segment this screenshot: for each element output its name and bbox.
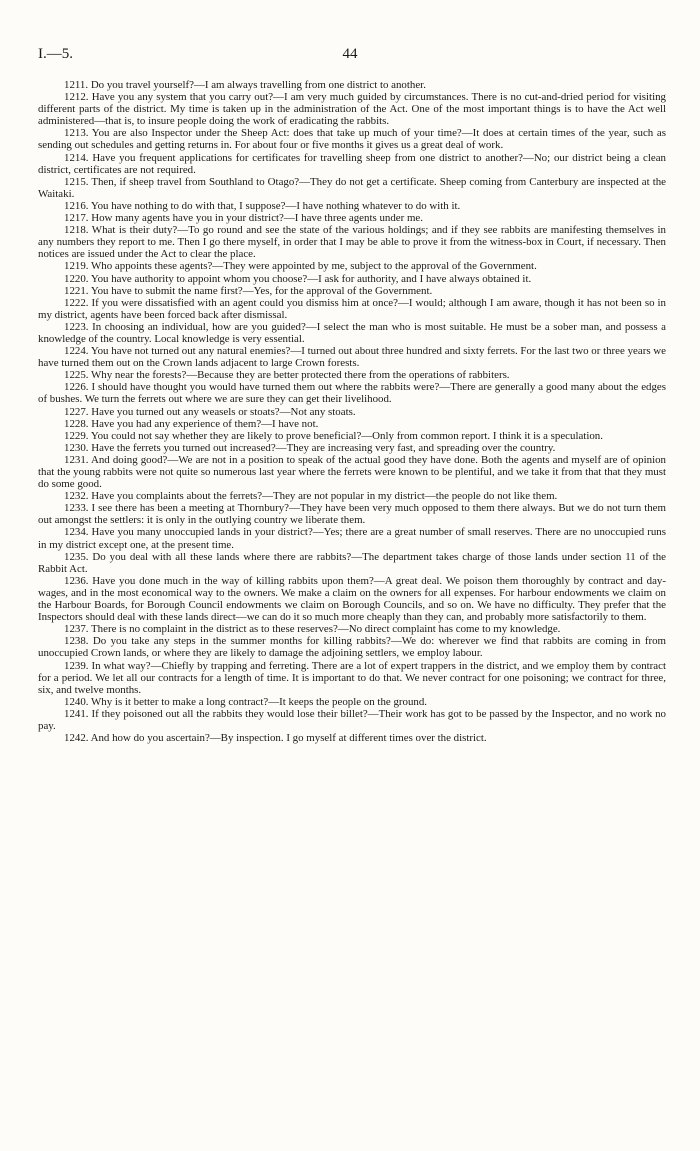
document-reference: I.—5. [38, 46, 73, 62]
qa-paragraph: 1211. Do you travel yourself?—I am always travelling from one district to another. [64, 79, 426, 91]
qa-paragraph: 1235. Do you deal with all these lands where there are rabbits?—The department takes charge of those lands under section 11 of the Rabbit Act. [38, 550, 666, 575]
qa-paragraph: 1237. There is no complaint in the district as to these reserves?—No direct complaint has come to my knowledge. [64, 623, 561, 636]
qa-paragraph: 1213. You are also Inspector under the Sheep Act: does that take up much of your time?—It does at certain times of the year, such as sending out schedules and getting returns in. For about four or five months it gives us a great deal of work. [38, 127, 666, 152]
qa-paragraph: 1224. You have not turned out any natural enemies?—I turned out about three hundred and sixty ferrets. For the last two or three years we have turned them out on the Crown lands adjacent to large Crown forests. [38, 345, 666, 370]
qa-paragraph: 1229. You could not say whether they are likely to prove beneficial?—Only from common report. I think it is a speculation. [64, 429, 603, 442]
qa-paragraph: 1223. In choosing an individual, how are you guided?—I select the man who is most suitable. He must be a sober man, and possess a knowledge of the country. Local knowledge is very essential. [38, 320, 666, 345]
qa-paragraph: 1217. How many agents have you in your district?—I have three agents under me. [64, 212, 423, 225]
document-body [38, 79, 666, 744]
qa-paragraph: 1225. Why near the forests?—Because they are better protected there from the operations of rabbiters. [64, 369, 510, 382]
qa-paragraph: 1241. If they poisoned out all the rabbits they would lose their billet?—Their work has got to be passed by the Inspector, and no work no pay. [38, 707, 666, 732]
qa-paragraph: 1233. I see there has been a meeting at Thornbury?—They have been very much opposed to them there always. But we do not turn them out amongst the settlers: it is only in the outlying country we liberate them. [38, 502, 666, 527]
qa-paragraph: 1219. Who appoints these agents?—They were appointed by me, subject to the approval of the Government. [64, 260, 537, 273]
qa-paragraph: 1215. Then, if sheep travel from Southland to Otago?—They do not get a certificate. Sheep coming from Canterbury are inspected at the Waitaki. [38, 175, 666, 200]
page-number: 44 [342, 46, 358, 62]
qa-paragraph: 1221. You have to submit the name first?—Yes, for the approval of the Government. [64, 284, 433, 297]
qa-paragraph: 1222. If you were dissatisfied with an agent could you dismiss him at once?—I would; although I am aware, though it has not been so in my district, agents have been forced back after dismissal. [38, 296, 666, 321]
qa-paragraph: 1236. Have you done much in the way of killing rabbits upon them?—A great deal. We poison them thoroughly by contract and day-wages, and in the most economical way to the owners. We make a claim on the owners for all expenses. For harbour endowments we claim on the Harbour Boards, for Borough Council endowments we claim on Borough Councils, and so on. We have no difficulty. They prefer that the Inspectors should deal with these lands direct—we can do it so much more cheaply than they can, and probably more satisfactorily to them. [38, 574, 666, 624]
qa-paragraph: 1234. Have you many unoccupied lands in your district?—Yes; there are a great number of small reserves. There are no unoccupied runs in my district except one, at the present time. [38, 526, 666, 551]
qa-paragraph: 1214. Have you frequent applications for certificates for travelling sheep from one district to another?—No; our district being a clean district, certificates are not required. [38, 151, 666, 176]
qa-paragraph: 1239. In what way?—Chiefly by trapping and ferreting. There are a lot of expert trappers in the district, and we employ them by contract for a period. We let all our contracts for a length of time. It is important to do that. We never contract for one poisoning; we contract for three, six, and twelve months. [38, 659, 666, 696]
qa-paragraph: 1230. Have the ferrets you turned out increased?—They are increasing very fast, and spreading over the country. [64, 441, 556, 454]
qa-paragraph: 1227. Have you turned out any weasels or stoats?—Not any stoats. [64, 405, 356, 418]
qa-paragraph: 1226. I should have thought you would have turned them out where the rabbits were?—There are generally a good many about the edges of bushes. We turn the ferrets out where we are sure they can get their livelihood. [38, 381, 666, 406]
qa-paragraph: 1212. Have you any system that you carry out?—I am very much guided by circumstances. There is no cut-and-dried period for visiting different parts of the district. My time is taken up in the administration of the Act. One of the most important things is to have the Act well administered—that is, to insure people doing the work of eradicating the rabbits. [38, 91, 666, 128]
qa-paragraph: 1240. Why is it better to make a long contract?—It keeps the people on the ground. [64, 695, 428, 708]
qa-paragraph: 1218. What is their duty?—To go round and see the state of the various holdings; and if they see rabbits are manifesting themselves in any numbers they report to me. Then I go there myself, in order that I may be able to prove it from the witness-box in Court, if necessary. Then notices are issued under the Act to clear the place. [38, 224, 666, 261]
qa-paragraph: 1232. Have you complaints about the ferrets?—They are not popular in my district—the people do not like them. [64, 490, 558, 503]
qa-paragraph: 1242. And how do you ascertain?—By inspection. I go myself at different times over the district. [64, 732, 487, 745]
qa-paragraph: 1238. Do you take any steps in the summer months for killing rabbits?—We do: wherever we find that rabbits are coming in from unoccupied Crown lands, or where they are likely to damage the adjoining settlers, we employ labour. [38, 635, 666, 660]
qa-paragraph: 1231. And doing good?—We are not in a position to speak of the actual good they have done. Both the agents and myself are of opinion that the young rabbits were not quite so numerous last year where the ferrets were known to be plentiful, and we take it from that that they must do some good. [38, 453, 666, 491]
page-header [38, 46, 662, 66]
qa-paragraph: 1228. Have you had any experience of them?—I have not. [64, 417, 319, 430]
qa-paragraph: 1220. You have authority to appoint whom you choose?—I ask for authority, and I have always obtained it. [64, 272, 532, 285]
qa-paragraph: 1216. You have nothing to do with that, I suppose?—I have nothing whatever to do with it. [64, 199, 461, 212]
